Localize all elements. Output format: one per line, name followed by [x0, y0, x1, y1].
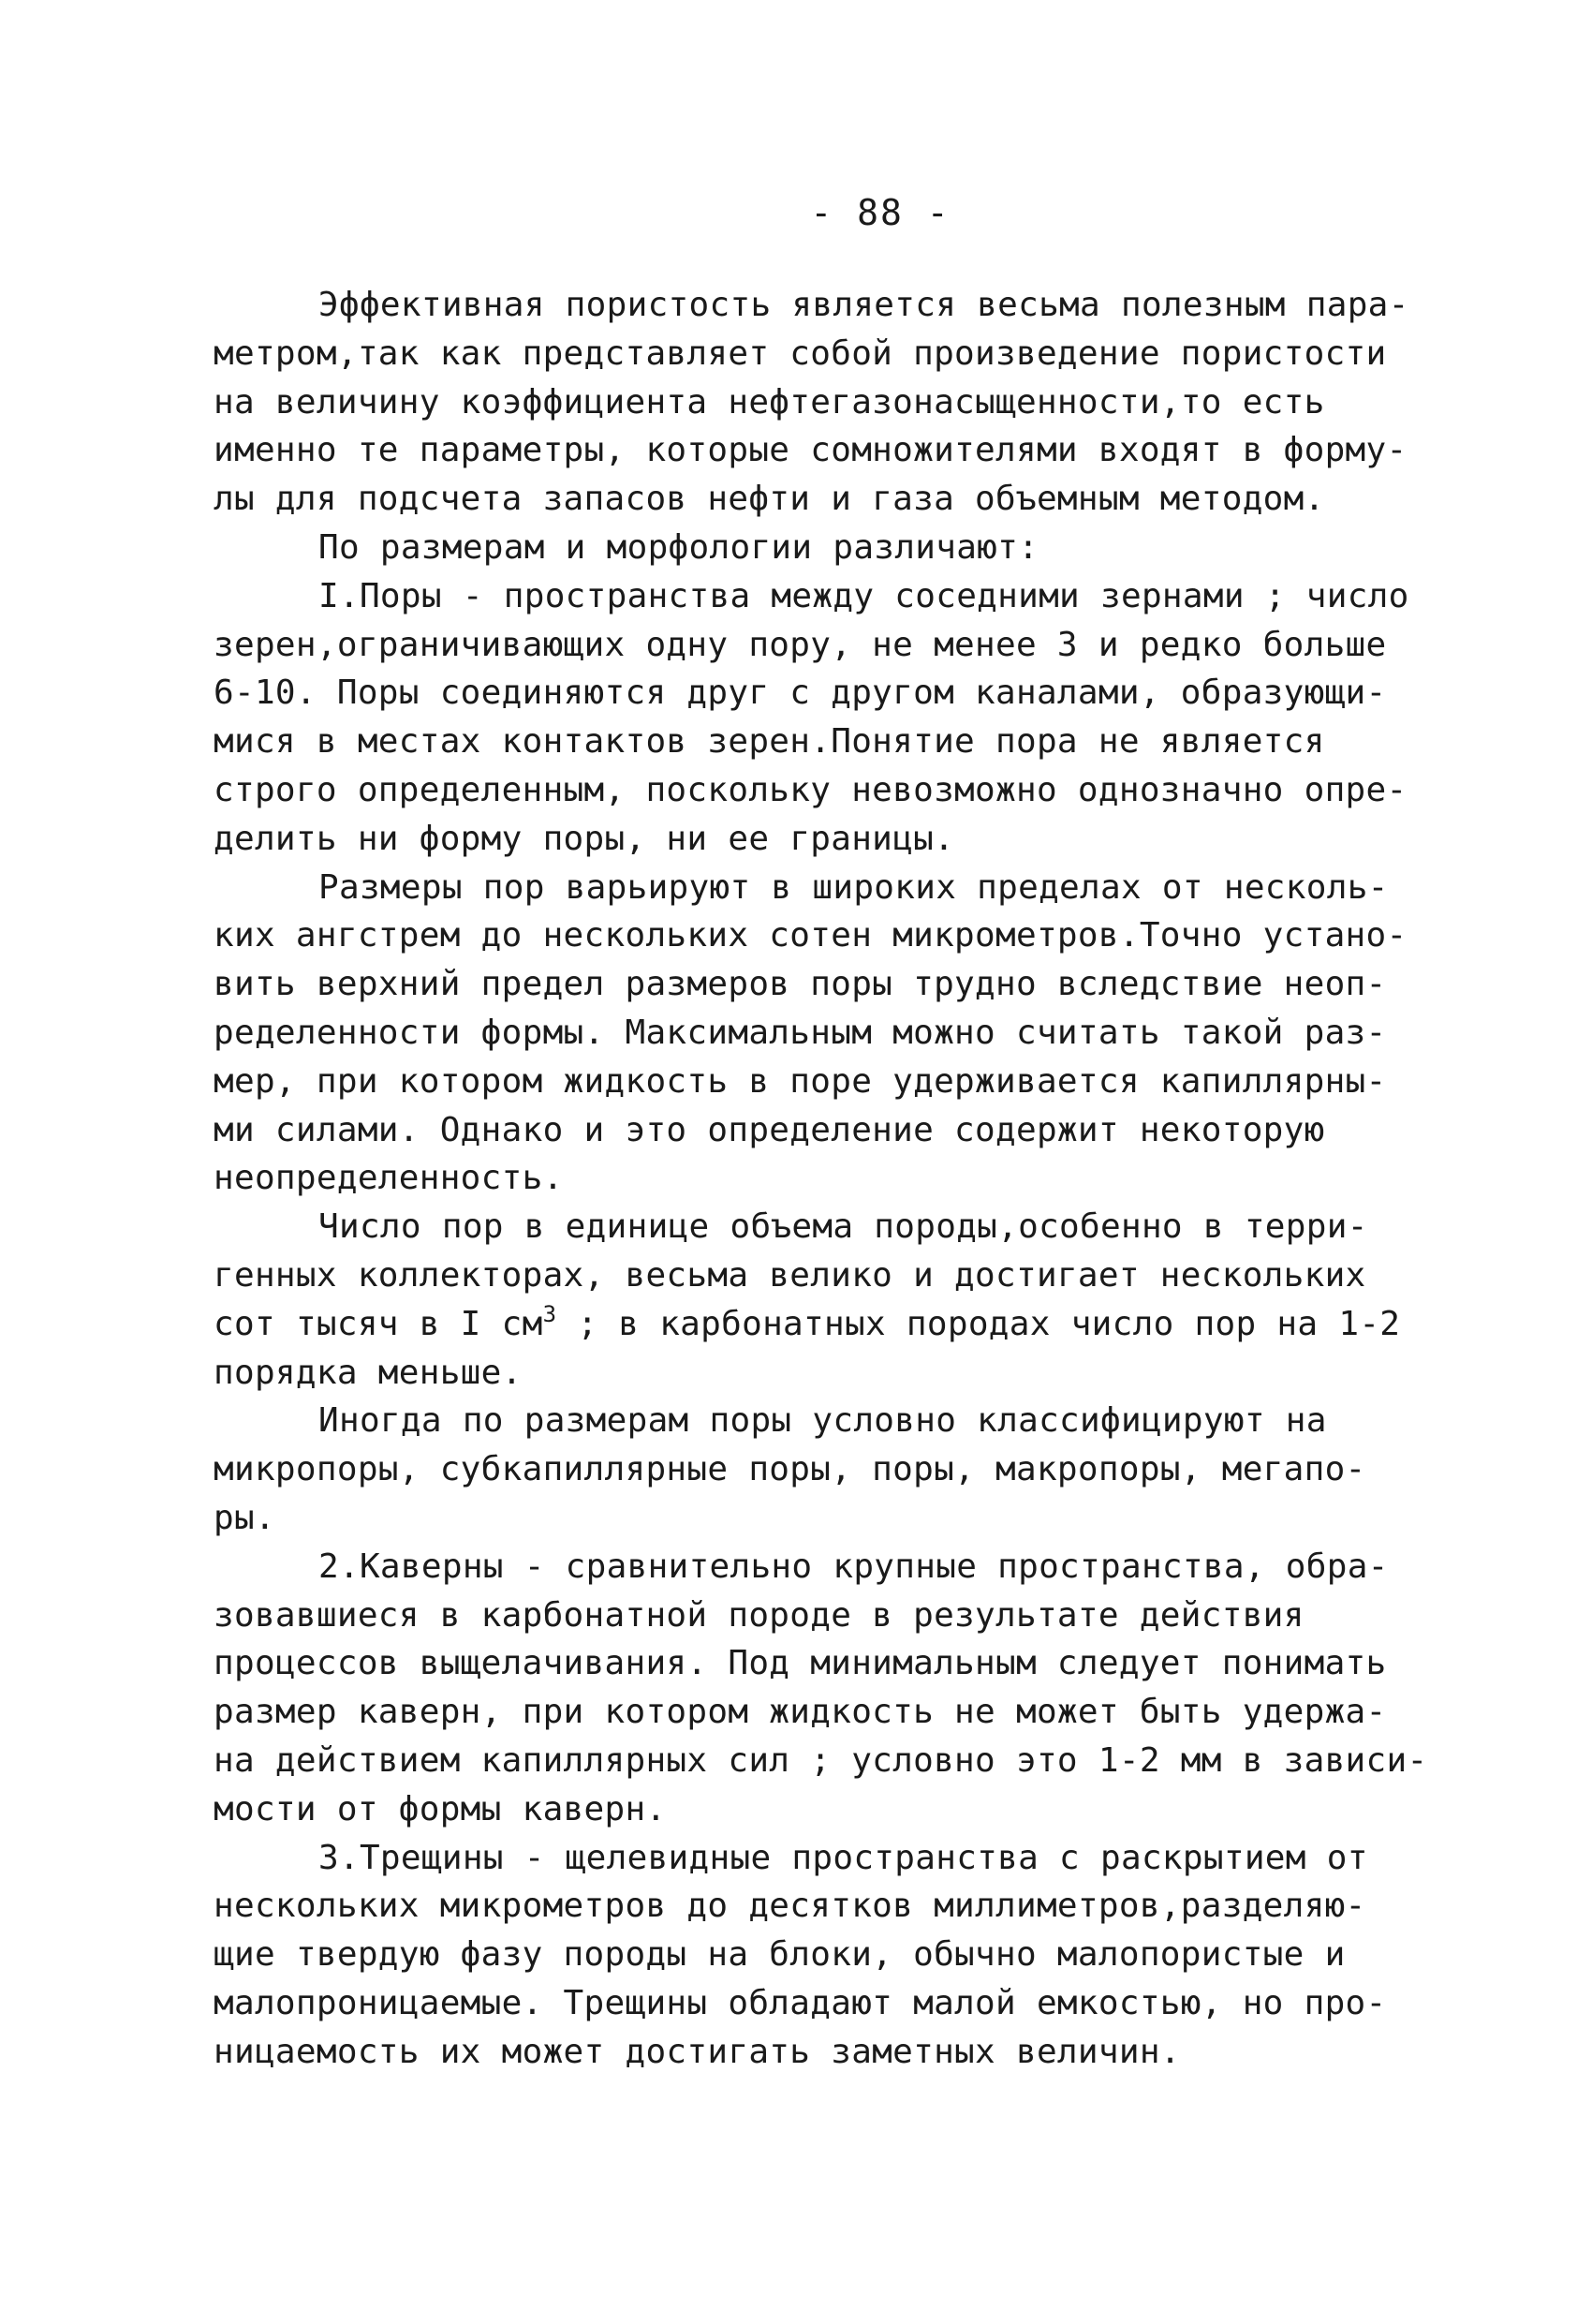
text-line — [214, 864, 1412, 912]
text-line-content: малопроницаемые. Трещины обладают малой емкостью, но про- — [214, 1983, 1387, 2022]
text-line-content: По размерам и морфологии различают: — [318, 527, 1039, 567]
text-line-content: 2.Каверны - сравнительно крупные пространства, обра- — [318, 1547, 1389, 1586]
text-line-content: I.Поры - пространства между соседними зернами ; число — [318, 576, 1409, 615]
text-line-content: лы для подсчета запасов нефти и газа объемным методом. — [214, 480, 1325, 519]
text-line-content: Число пор в единице объема породы,особенно в терри- — [318, 1207, 1368, 1247]
text-line — [214, 1445, 1412, 1494]
text-line-content: размер каверн, при котором жидкость не может быть удержа- — [214, 1693, 1387, 1732]
text-line — [214, 2028, 1412, 2077]
text-line-content: процессов выщелачивания. Под минимальным следует понимать — [214, 1644, 1387, 1683]
text-line-content: Иногда по размерам поры условно классифицируют на — [318, 1401, 1327, 1441]
text-line — [214, 911, 1412, 960]
text-line — [214, 1882, 1412, 1931]
body-text — [214, 281, 1428, 2076]
text-line — [214, 426, 1412, 475]
text-line — [214, 1203, 1412, 1251]
text-line — [214, 1251, 1412, 1300]
text-line — [214, 1979, 1412, 2028]
text-line-content: генных коллекторах, весьма велико и достигает нескольких — [214, 1255, 1366, 1295]
text-line-content: зерен,ограничивающих одну пору, не менее 3 и редко больше — [214, 625, 1387, 664]
text-line-content: мости от формы каверн. — [214, 1789, 667, 1828]
text-line-content: делить ни форму поры, ни ее границы. — [214, 819, 955, 858]
text-line-content: порядка меньше. — [214, 1353, 523, 1392]
text-line — [214, 1785, 1412, 1834]
text-line-content: нескольких микрометров до десятков миллиметров,разделяю- — [214, 1887, 1366, 1926]
text-line — [214, 669, 1412, 718]
text-line-content: ры. — [214, 1498, 275, 1537]
text-line — [214, 718, 1412, 766]
text-line — [214, 1154, 1412, 1203]
text-line-content: неопределенность. — [214, 1159, 564, 1198]
text-line-content: Размеры пор варьируют в широких пределах от несколь- — [318, 867, 1389, 907]
text-line-content: мися в местах контактов зерен.Понятие пора не является — [214, 722, 1325, 762]
text-line — [214, 281, 1412, 330]
superscript: 3 — [542, 1300, 557, 1327]
text-line-content: микропоры, субкапиллярные поры, поры, макропоры, мегапо- — [214, 1450, 1366, 1489]
text-line-content: на действием капиллярных сил ; условно это 1-2 мм в зависи- — [214, 1740, 1428, 1780]
text-line — [214, 960, 1412, 1009]
text-line-content: строго определенным, поскольку невозможно однозначно опре- — [214, 770, 1408, 809]
text-line — [214, 621, 1412, 670]
text-line — [214, 378, 1412, 427]
text-line — [214, 1494, 1412, 1543]
text-line — [214, 1397, 1412, 1445]
text-line-content: вить верхний предел размеров поры трудно вследствие неоп- — [214, 965, 1387, 1004]
text-line — [214, 475, 1412, 524]
text-line — [214, 815, 1412, 864]
text-line-content: сот тысяч в I см — [214, 1304, 543, 1343]
text-line-content: 3.Трещины - щелевидные пространства с раскрытием от — [318, 1838, 1368, 1877]
text-line-content: ми силами. Однако и это определение содержит некоторую — [214, 1110, 1325, 1149]
text-line-content: щие твердую фазу породы на блоки, обычно малопористые и — [214, 1935, 1346, 1975]
text-line — [214, 1543, 1412, 1591]
text-line-content: Эффективная пористость является весьма полезным пара- — [318, 286, 1409, 324]
text-line — [214, 1591, 1412, 1640]
text-line-content: зовавшиеся в карбонатной породе в результате действия — [214, 1595, 1305, 1635]
text-line-content: ких ангстрем до нескольких сотен микрометров.Точно устано- — [214, 916, 1408, 955]
text-line-content: мер, при котором жидкость в поре удерживается капиллярны- — [214, 1061, 1387, 1101]
text-line-content: метром,так как представляет собой произведение пористости — [214, 333, 1387, 373]
text-line — [214, 572, 1412, 621]
text-line — [214, 1300, 1412, 1349]
text-line — [214, 1931, 1412, 1979]
text-line-content: ; в карбонатных породах число пор на 1-2 — [556, 1304, 1401, 1343]
text-line — [214, 1834, 1412, 1883]
text-line — [214, 330, 1412, 378]
text-line — [214, 524, 1412, 572]
text-line-content: 6-10. Поры соединяются друг с другом каналами, образующи- — [214, 674, 1387, 713]
text-line — [214, 1058, 1412, 1106]
text-line — [214, 766, 1412, 815]
text-line-content: именно те параметры, которые сомножителями входят в форму- — [214, 431, 1408, 470]
text-line-content: ницаемость их может достигать заметных величин. — [214, 2032, 1181, 2071]
text-line — [214, 1349, 1412, 1398]
page-number: - 88 - — [810, 192, 951, 233]
text-line — [214, 1688, 1412, 1737]
text-line-content: ределенности формы. Максимальным можно считать такой раз- — [214, 1013, 1387, 1052]
text-line — [214, 1009, 1412, 1058]
text-line-content: на величину коэффициента нефтегазонасыщенности,то есть — [214, 382, 1325, 422]
text-line — [214, 1737, 1428, 1785]
text-line — [214, 1106, 1412, 1155]
text-line — [214, 1639, 1412, 1688]
